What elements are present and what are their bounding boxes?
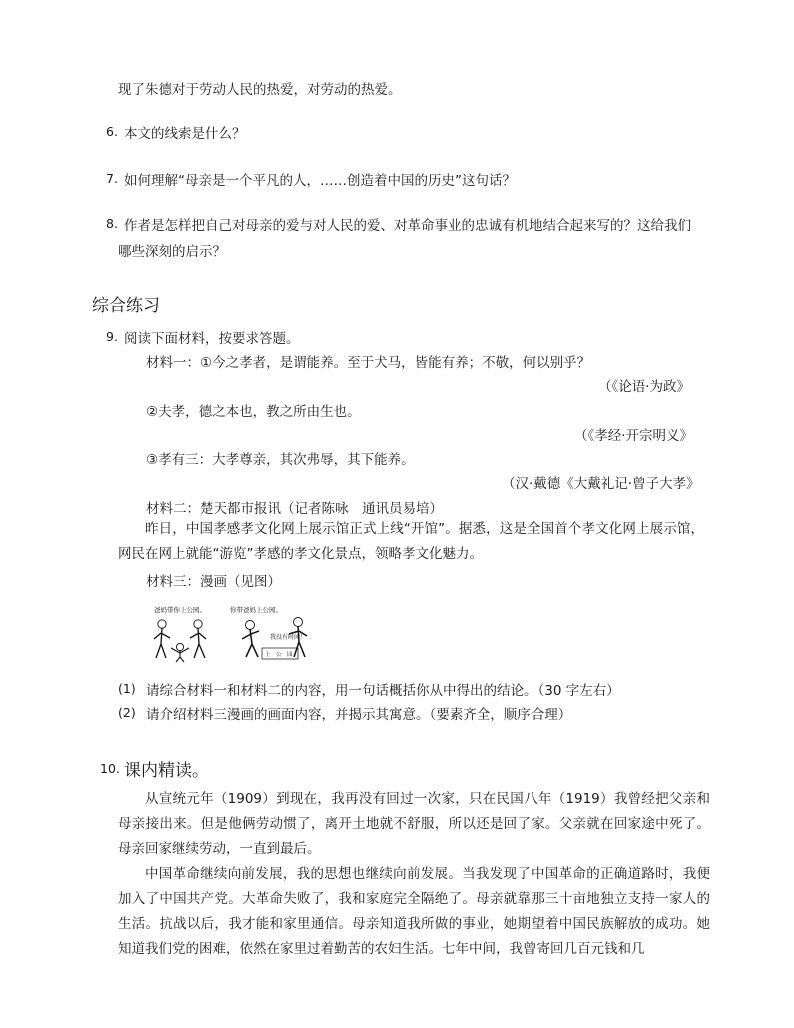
material-2-body: 昨日，中国孝感孝文化网上展示馆正式上线“开馆”。据悉，这是全国首个孝文化网上展示馆，网民在网上就能“游览”孝感的孝文化景点，领略孝文化魅力。: [118, 521, 704, 562]
material-1-item-1: 材料一：①今之孝者，是谓能养。至于犬马，皆能有养；不敬，何以别乎？: [146, 355, 591, 371]
material-1-item-2-source: （《孝经·开宗明义》: [574, 428, 694, 444]
ground-sign-text: 上 公 园: [265, 652, 293, 658]
material-2-title: 材料二：楚天都市报讯（记者陈咏 通讯员易培）: [146, 501, 443, 517]
sub-question-1-number: (1): [118, 681, 136, 696]
question-7-number: 7.: [106, 171, 118, 186]
section-title: 综合练习: [92, 296, 160, 316]
question-9-number: 9.: [106, 329, 118, 344]
question-8-number: 8.: [106, 216, 118, 231]
question-8-continuation: 哪些深刻的启示？: [118, 244, 226, 260]
question-6-number: 6.: [106, 124, 118, 139]
question-9-intro: 阅读下面材料，按要求答题。: [124, 331, 300, 347]
material-3-title: 材料三：漫画（见图）: [146, 574, 281, 590]
question-10-number: 10.: [100, 761, 120, 776]
right-panel: [230, 605, 307, 659]
material-1-item-3: ③孝有三：大孝尊亲，其次弗辱，其下能养。: [146, 452, 415, 468]
question-8-text: 作者是怎样把自己对母亲的爱与对人民的爱、对革命事业的忠诚有机地结合起来写的？这给我们: [124, 218, 691, 234]
sub-question-2-text: 请介绍材料三漫画的画面内容，并揭示其寓意。（要素齐全，顺序合理）: [146, 707, 572, 723]
sub-question-2-number: (2): [118, 705, 136, 720]
top-line: 现了朱德对于劳动人民的热爱，对劳动的热爱。: [118, 82, 402, 98]
material-1-item-1-source: （《论语·为政》: [598, 379, 691, 395]
question-7-text: 如何理解“母亲是一个平凡的人，……创造着中国的历史”这句话？: [124, 173, 516, 189]
question-10-title: 课内精读。: [124, 761, 209, 781]
right-reply: 我没有时间！: [270, 634, 307, 641]
cartoon-image: [148, 603, 338, 665]
question-6-text: 本文的线索是什么？: [124, 126, 246, 142]
right-caption: 你带爸妈上公园。: [230, 606, 282, 614]
left-panel: [154, 605, 206, 662]
left-caption: 爸妈带你上公园。: [154, 606, 206, 614]
material-1-item-3-source: （汉·戴德《大戴礼记·曾子大孝》: [502, 476, 700, 492]
passage-paragraph-1: 从宣统元年（1909）到现在，我再没有回过一次家，只在民国八年（1919）我曾经把父亲和母亲接出来。但是他俩劳动惯了，离开土地就不舒服，所以还是回了家。父亲就在回家途中死了。母亲回家继续劳动，一直到最后。: [118, 791, 710, 857]
passage-paragraph-2: 中国革命继续向前发展，我的思想也继续向前发展。当我发现了中国革命的正确道路时，我便加入了中国共产党。大革命失败了，我和家庭完全隔绝了。母亲就靠那三十亩地独立支持一家人的生活。抗战以后，我才能和家里通信。母亲知道我所做的事业，她期望着中国民族解放的成功。她知道我们党的困难，依然在家里过着勤苦的农妇生活。七年中间，我曾寄回几百元钱和几: [118, 866, 710, 957]
sub-question-1-text: 请综合材料一和材料二的内容，用一句话概括你从中得出的结论。（30 字左右）: [146, 683, 620, 699]
material-1-item-2: ②夫孝，德之本也，教之所由生也。: [146, 404, 361, 420]
